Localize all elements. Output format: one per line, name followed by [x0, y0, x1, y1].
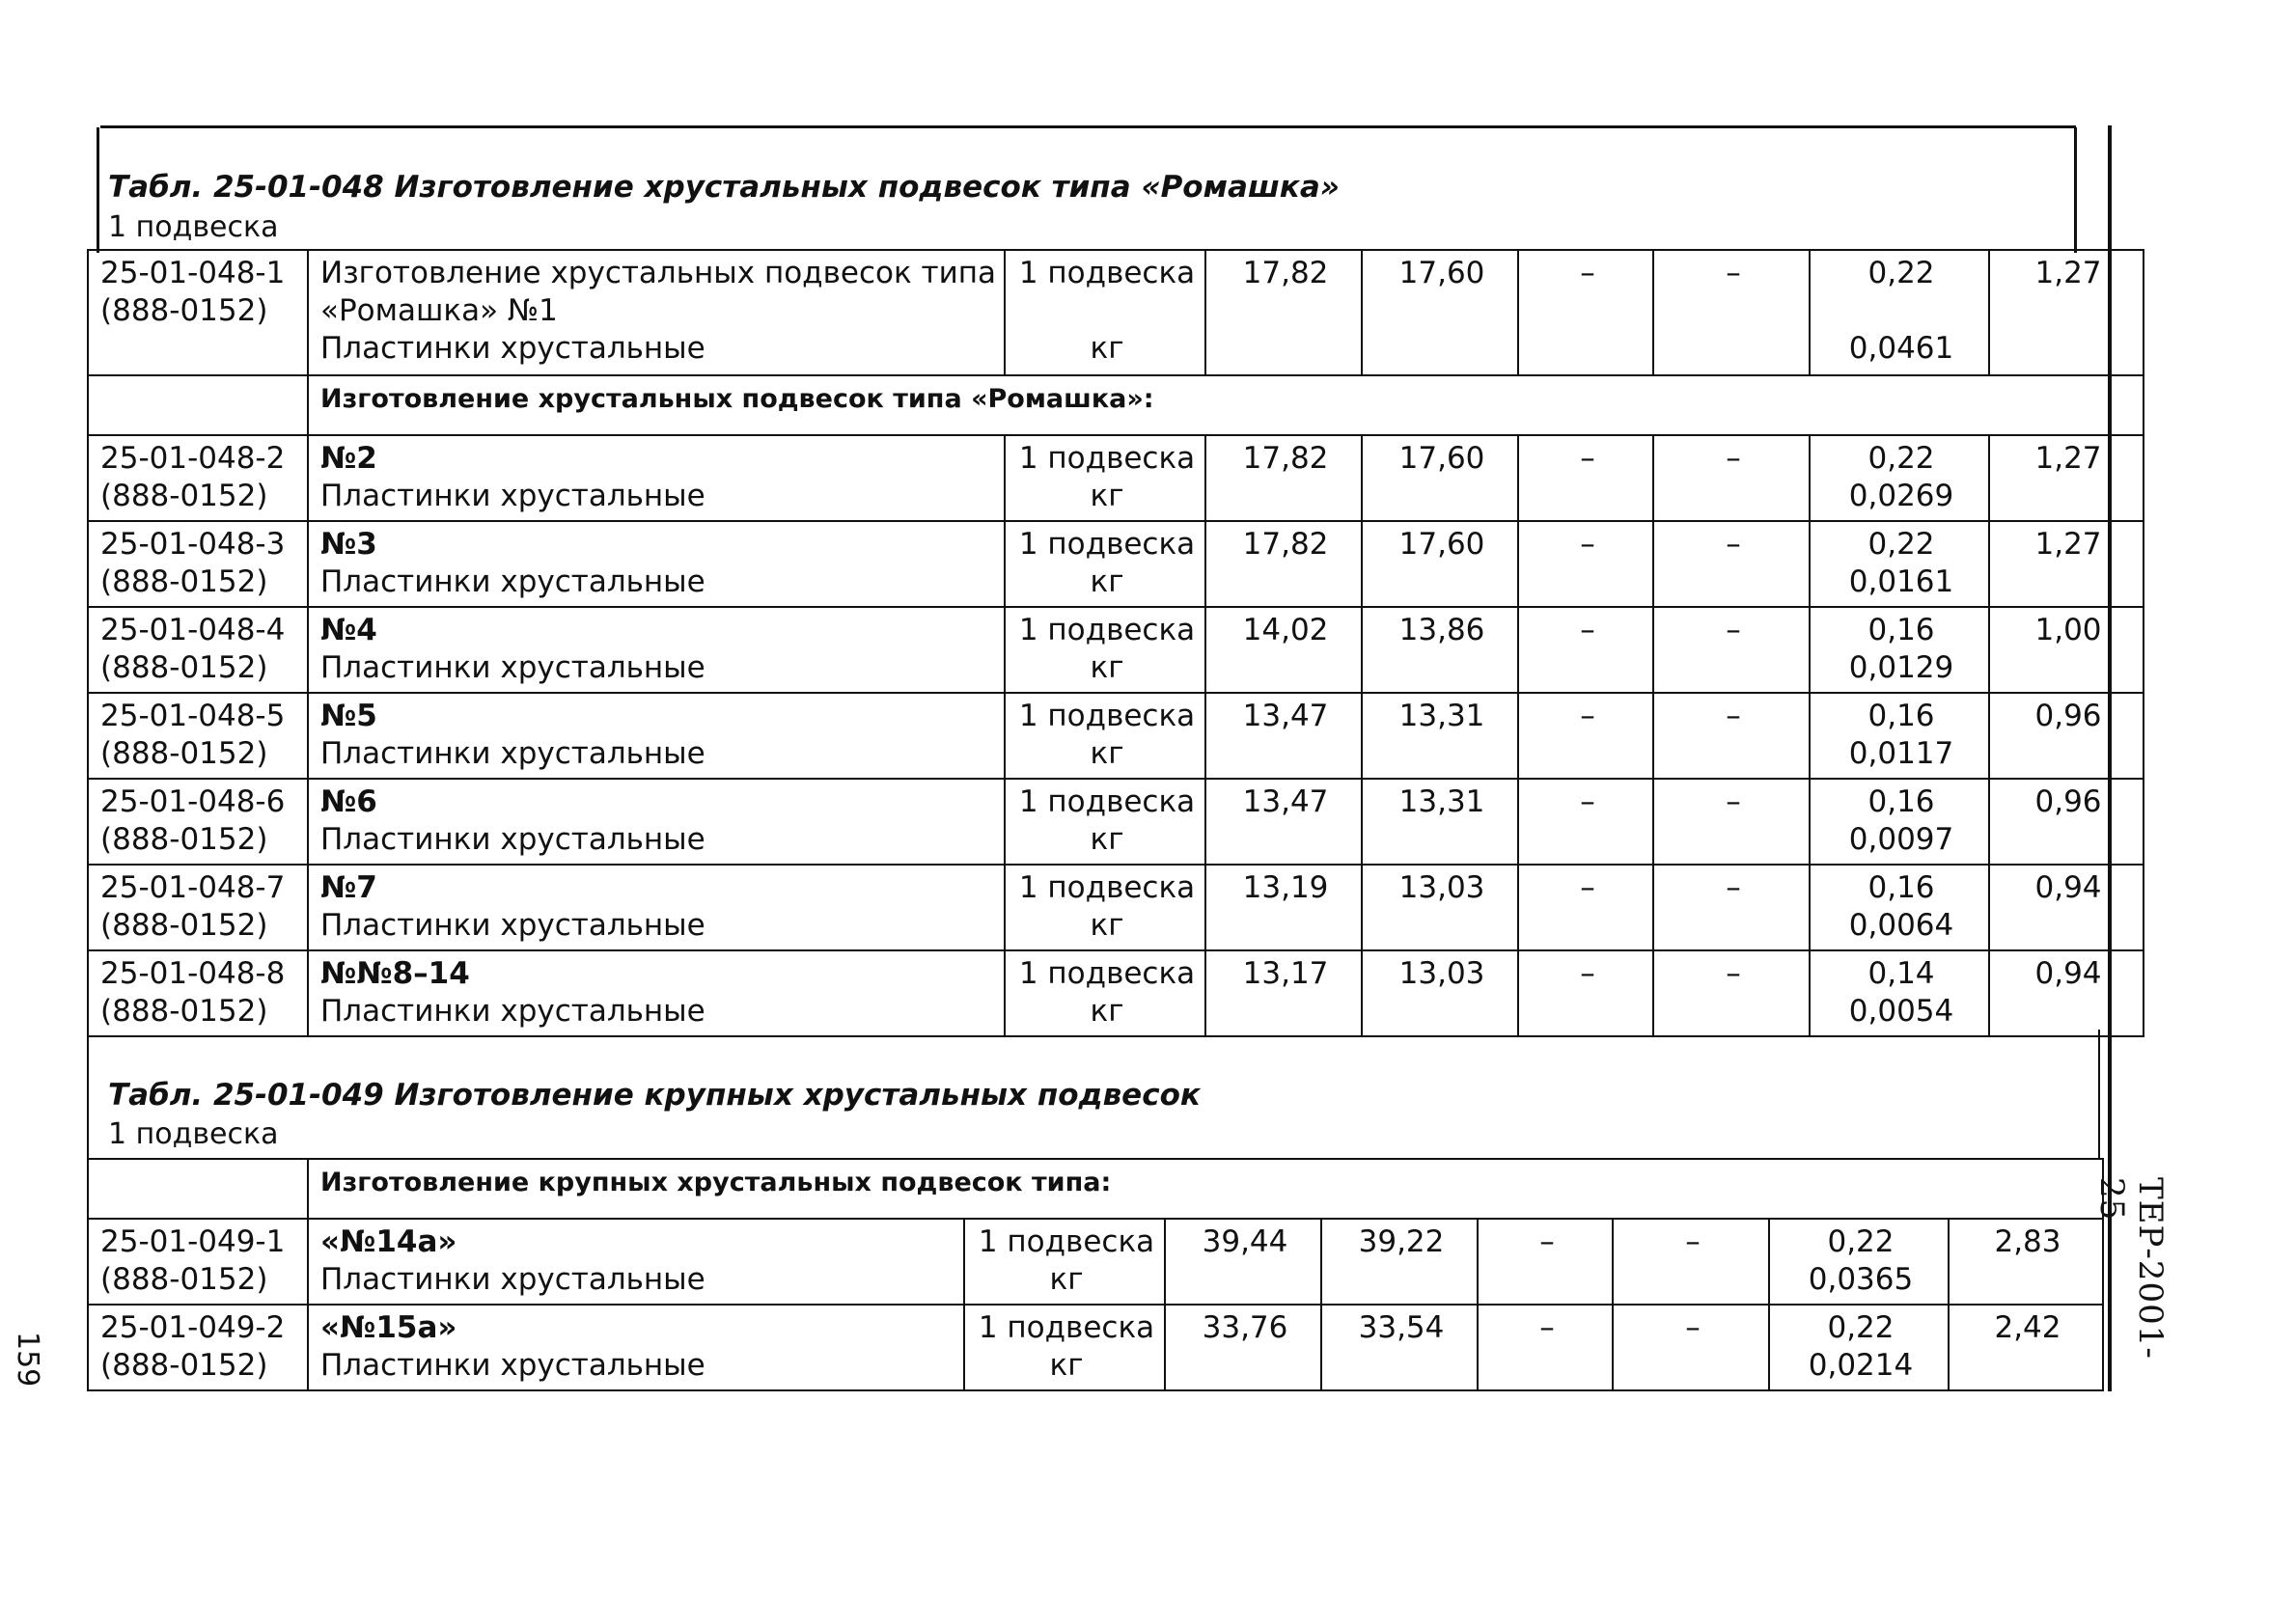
value-cell	[1613, 1219, 1769, 1305]
value-cell-line: 13,86	[1398, 613, 1485, 647]
machine-cell-line: 2,83	[1994, 1224, 2061, 1259]
value-cell	[1518, 779, 1653, 865]
table-row	[88, 521, 2144, 607]
value-cell-line: –	[1726, 256, 1741, 290]
unit-cell-line: кг	[1090, 331, 1124, 366]
material-cell-line: 0,0161	[1848, 564, 1954, 599]
value-cell	[1653, 607, 1810, 693]
value-cell-line: –	[1685, 1224, 1701, 1259]
table-row	[88, 779, 2144, 865]
code-cell-line: 25-01-048-1	[100, 256, 286, 290]
unit-cell	[964, 1219, 1165, 1305]
name-cell-line: Пластинки хрустальные	[320, 479, 705, 513]
unit-cell-line: кг	[1090, 822, 1124, 857]
name-cell	[308, 1219, 964, 1305]
unit-cell	[1005, 250, 1205, 375]
name-cell	[308, 779, 1005, 865]
table-row	[88, 950, 2144, 1036]
value-cell-line: 13,47	[1242, 699, 1329, 733]
unit-cell-line: кг	[1090, 564, 1124, 599]
table1-section-row	[88, 375, 2144, 435]
name-cell	[308, 607, 1005, 693]
value-cell	[1518, 865, 1653, 950]
value-cell	[1653, 693, 1810, 779]
value-cell	[1653, 435, 1810, 521]
material-cell-line	[1822, 292, 1980, 330]
unit-cell-line: кг	[1090, 908, 1124, 943]
table2-section-row	[88, 1159, 2103, 1219]
table-gap-frame	[87, 1030, 2100, 1158]
unit-cell	[1005, 950, 1205, 1036]
value-cell	[1362, 607, 1518, 693]
unit-cell-line: 1 подвеска	[1018, 441, 1196, 476]
name-cell-line: Изготовление хрустальных подвесок типа	[320, 256, 997, 290]
machine-cell-line: 0,94	[2034, 956, 2102, 991]
material-cell	[1810, 950, 1989, 1036]
table-row	[88, 607, 2144, 693]
value-cell	[1653, 250, 1810, 375]
name-cell-line: Пластинки хрустальные	[320, 736, 705, 771]
value-cell-line: 39,22	[1358, 1224, 1445, 1259]
unit-cell-line: 1 подвеска	[978, 1224, 1155, 1259]
material-cell-line: 0,16	[1867, 699, 1935, 733]
value-cell	[1205, 607, 1362, 693]
value-cell	[1478, 1305, 1613, 1390]
value-cell	[1362, 435, 1518, 521]
value-cell-line: –	[1726, 527, 1741, 562]
machine-cell-line: 1,00	[2034, 613, 2102, 647]
code-cell-line: 25-01-048-2	[100, 441, 286, 476]
empty-cell	[88, 1159, 308, 1219]
machine-cell-line: 1,27	[2034, 256, 2102, 290]
value-cell	[1321, 1305, 1478, 1390]
unit-cell-line: 1 подвеска	[1018, 256, 1196, 290]
unit-cell-line: кг	[1049, 1262, 1084, 1297]
unit-cell	[1005, 779, 1205, 865]
value-cell-line: 17,60	[1398, 441, 1485, 476]
value-cell	[1653, 950, 1810, 1036]
value-cell-line: –	[1580, 699, 1595, 733]
unit-cell	[1005, 521, 1205, 607]
machine-cell	[1989, 950, 2144, 1036]
value-cell-line: –	[1580, 441, 1595, 476]
value-cell-line: –	[1726, 441, 1741, 476]
frame-left-rule	[97, 127, 99, 253]
unit-cell-line: кг	[1090, 650, 1124, 685]
code-cell	[88, 607, 308, 693]
value-cell	[1165, 1219, 1321, 1305]
name-cell-line: Пластинки хрустальные	[320, 994, 705, 1029]
name-cell-line: «Ромашка» №1	[320, 293, 558, 328]
material-cell-line: 0,22	[1827, 1310, 1895, 1345]
name-cell-line: №6	[320, 784, 377, 819]
name-cell	[308, 693, 1005, 779]
name-cell-line: №4	[320, 613, 377, 647]
code-cell	[88, 1305, 308, 1390]
material-cell-line: 0,0365	[1808, 1262, 1914, 1297]
unit-cell	[1005, 435, 1205, 521]
machine-cell	[1989, 250, 2144, 375]
material-cell-line: 0,0129	[1848, 650, 1954, 685]
value-cell	[1362, 521, 1518, 607]
name-cell	[308, 950, 1005, 1036]
name-cell-line: Пластинки хрустальные	[320, 1348, 705, 1383]
value-cell	[1362, 865, 1518, 950]
name-cell-line: Пластинки хрустальные	[320, 1262, 705, 1297]
machine-cell	[1989, 435, 2144, 521]
value-cell-line: 39,44	[1202, 1224, 1288, 1259]
value-cell-line: 13,03	[1398, 956, 1485, 991]
machine-cell-line: 0,96	[2034, 784, 2102, 819]
machine-cell	[1989, 693, 2144, 779]
value-cell	[1205, 435, 1362, 521]
material-cell-line: 0,16	[1867, 870, 1935, 905]
name-cell	[308, 521, 1005, 607]
code-cell-line: 25-01-048-4	[100, 613, 286, 647]
code-cell-line: (888-0152)	[100, 822, 268, 857]
name-cell-line: Пластинки хрустальные	[320, 564, 705, 599]
section-header: Изготовление крупных хрустальных подвесок типа:	[308, 1159, 2103, 1219]
unit-cell-line: кг	[1090, 479, 1124, 513]
value-cell-line: 17,60	[1398, 256, 1485, 290]
value-cell-line: 17,82	[1242, 256, 1329, 290]
value-cell	[1518, 435, 1653, 521]
material-cell-line: 0,0054	[1848, 994, 1954, 1029]
value-cell	[1518, 607, 1653, 693]
value-cell-line: –	[1580, 527, 1595, 562]
table1-title: Табл. 25-01-048 Изготовление хрустальных подвесок типа «Ромашка»	[108, 170, 1340, 205]
material-cell	[1769, 1219, 1949, 1305]
value-cell-line: –	[1539, 1224, 1555, 1259]
code-cell	[88, 865, 308, 950]
code-cell-line: (888-0152)	[100, 736, 268, 771]
code-cell	[88, 521, 308, 607]
table1	[87, 249, 2144, 1037]
unit-cell-line: 1 подвеска	[1018, 784, 1196, 819]
unit-cell-line: кг	[1090, 736, 1124, 771]
code-cell-line: (888-0152)	[100, 1262, 268, 1297]
material-cell-line: 0,22	[1867, 441, 1935, 476]
value-cell	[1518, 693, 1653, 779]
name-cell-line: №5	[320, 699, 377, 733]
name-cell-line: №3	[320, 527, 377, 562]
machine-cell	[1989, 865, 2144, 950]
value-cell-line: –	[1580, 956, 1595, 991]
table-row	[88, 250, 2144, 375]
table2-unit: 1 подвеска	[108, 1117, 279, 1151]
value-cell	[1205, 865, 1362, 950]
value-cell	[1205, 693, 1362, 779]
value-cell	[1205, 950, 1362, 1036]
value-cell	[1613, 1305, 1769, 1390]
code-cell	[88, 779, 308, 865]
value-cell-line: –	[1580, 784, 1595, 819]
name-cell-line: «№14а»	[320, 1224, 457, 1259]
code-cell-line: (888-0152)	[100, 650, 268, 685]
value-cell-line: 33,54	[1358, 1310, 1445, 1345]
material-cell	[1810, 693, 1989, 779]
value-cell	[1362, 250, 1518, 375]
value-cell-line: 13,03	[1398, 870, 1485, 905]
machine-cell-line: 1,27	[2034, 527, 2102, 562]
machine-cell	[1989, 521, 2144, 607]
unit-cell	[1005, 865, 1205, 950]
unit-cell-line: 1 подвеска	[1018, 527, 1196, 562]
value-cell	[1205, 250, 1362, 375]
unit-cell-line: 1 подвеска	[978, 1310, 1155, 1345]
code-cell	[88, 435, 308, 521]
material-cell-line: 0,14	[1867, 956, 1935, 991]
unit-cell-line: 1 подвеска	[1018, 870, 1196, 905]
value-cell	[1518, 950, 1653, 1036]
code-cell	[88, 950, 308, 1036]
name-cell-line: «№15а»	[320, 1310, 457, 1345]
unit-cell-line: 1 подвеска	[1018, 956, 1196, 991]
value-cell	[1205, 521, 1362, 607]
name-cell	[308, 865, 1005, 950]
machine-cell	[1949, 1219, 2103, 1305]
name-cell	[308, 1305, 964, 1390]
name-cell	[308, 435, 1005, 521]
unit-cell	[1005, 693, 1205, 779]
material-cell	[1810, 865, 1989, 950]
name-cell-line: Пластинки хрустальные	[320, 908, 705, 943]
code-cell-line: (888-0152)	[100, 1348, 268, 1383]
table2-title: Табл. 25-01-049 Изготовление крупных хрустальных подвесок	[108, 1078, 1201, 1113]
value-cell-line: 13,19	[1242, 870, 1329, 905]
name-cell	[308, 250, 1005, 375]
value-cell-line: 14,02	[1242, 613, 1329, 647]
value-cell-line: 13,31	[1398, 784, 1485, 819]
value-cell	[1653, 521, 1810, 607]
material-cell	[1810, 779, 1989, 865]
name-cell-line: Пластинки хрустальные	[320, 822, 705, 857]
value-cell-line: –	[1726, 784, 1741, 819]
code-cell-line: 25-01-048-5	[100, 699, 286, 733]
code-cell	[88, 250, 308, 375]
code-cell-line: (888-0152)	[100, 293, 268, 328]
value-cell-line: 17,60	[1398, 527, 1485, 562]
material-cell-line: 0,16	[1867, 784, 1935, 819]
value-cell	[1362, 950, 1518, 1036]
machine-cell-line: 0,94	[2034, 870, 2102, 905]
value-cell	[1653, 865, 1810, 950]
value-cell	[1518, 250, 1653, 375]
value-cell	[1165, 1305, 1321, 1390]
material-cell	[1810, 521, 1989, 607]
material-cell-line: 0,0097	[1848, 822, 1954, 857]
value-cell-line: –	[1580, 256, 1595, 290]
code-cell-line: 25-01-048-8	[100, 956, 286, 991]
empty-cell	[88, 375, 308, 435]
code-cell-line: 25-01-049-2	[100, 1310, 286, 1345]
value-cell-line: –	[1726, 870, 1741, 905]
value-cell-line: –	[1580, 870, 1595, 905]
material-cell-line: 0,22	[1827, 1224, 1895, 1259]
page-number: 159	[11, 1332, 44, 1388]
value-cell-line: 17,82	[1242, 441, 1329, 476]
code-cell-line: (888-0152)	[100, 994, 268, 1029]
table2	[87, 1158, 2104, 1391]
machine-cell	[1989, 779, 2144, 865]
material-cell	[1810, 435, 1989, 521]
code-cell-line: (888-0152)	[100, 479, 268, 513]
material-cell	[1810, 250, 1989, 375]
code-cell	[88, 1219, 308, 1305]
value-cell	[1653, 779, 1810, 865]
unit-cell-line: кг	[1090, 994, 1124, 1029]
value-cell-line: 13,31	[1398, 699, 1485, 733]
material-cell-line: 0,22	[1867, 256, 1935, 290]
section-header: Изготовление хрустальных подвесок типа «Ромашка»:	[308, 375, 2144, 435]
material-cell-line: 0,22	[1867, 527, 1935, 562]
code-cell-line: 25-01-048-6	[100, 784, 286, 819]
code-cell-line: 25-01-049-1	[100, 1224, 286, 1259]
value-cell-line: –	[1726, 613, 1741, 647]
value-cell	[1362, 779, 1518, 865]
name-cell-line: №№8–14	[320, 956, 470, 991]
name-cell-line: №2	[320, 441, 377, 476]
side-title: ТЕР-2001-25	[2092, 1177, 2170, 1360]
material-cell-line: 0,16	[1867, 613, 1935, 647]
value-cell-line: 33,76	[1202, 1310, 1288, 1345]
material-cell-line: 0,0064	[1848, 908, 1954, 943]
material-cell-line: 0,0214	[1808, 1348, 1914, 1383]
value-cell-line: 13,17	[1242, 956, 1329, 991]
machine-cell-line: 2,42	[1994, 1310, 2061, 1345]
table-row	[88, 1305, 2103, 1390]
material-cell-line: 0,0461	[1848, 331, 1954, 366]
table-row	[88, 865, 2144, 950]
unit-cell-line: 1 подвеска	[1018, 699, 1196, 733]
unit-cell-line	[1017, 292, 1197, 330]
code-cell-line: (888-0152)	[100, 908, 268, 943]
material-cell-line: 0,0269	[1848, 479, 1954, 513]
name-cell-line: №7	[320, 870, 377, 905]
material-cell-line: 0,0117	[1848, 736, 1954, 771]
frame-top-rule	[100, 125, 2076, 128]
unit-cell	[1005, 607, 1205, 693]
value-cell	[1478, 1219, 1613, 1305]
unit-cell-line: 1 подвеска	[1018, 613, 1196, 647]
unit-cell-line: кг	[1049, 1348, 1084, 1383]
code-cell-line: (888-0152)	[100, 564, 268, 599]
machine-cell	[1989, 607, 2144, 693]
name-cell-line: Пластинки хрустальные	[320, 650, 705, 685]
frame-right-rule	[2074, 127, 2077, 253]
value-cell	[1518, 521, 1653, 607]
value-cell-line: 13,47	[1242, 784, 1329, 819]
value-cell-line: –	[1726, 699, 1741, 733]
material-cell	[1769, 1305, 1949, 1390]
table-row	[88, 693, 2144, 779]
material-cell	[1810, 607, 1989, 693]
table-row	[88, 1219, 2103, 1305]
table1-unit: 1 подвеска	[108, 210, 279, 244]
name-cell-line: Пластинки хрустальные	[320, 331, 705, 366]
machine-cell-line: 0,96	[2034, 699, 2102, 733]
code-cell	[88, 693, 308, 779]
unit-cell	[964, 1305, 1165, 1390]
value-cell	[1205, 779, 1362, 865]
value-cell	[1321, 1219, 1478, 1305]
code-cell-line: 25-01-048-3	[100, 527, 286, 562]
value-cell-line: –	[1580, 613, 1595, 647]
value-cell-line: –	[1539, 1310, 1555, 1345]
value-cell	[1362, 693, 1518, 779]
code-cell-line: 25-01-048-7	[100, 870, 286, 905]
table-row	[88, 435, 2144, 521]
machine-cell	[1949, 1305, 2103, 1390]
value-cell-line: –	[1685, 1310, 1701, 1345]
value-cell-line: 17,82	[1242, 527, 1329, 562]
value-cell-line: –	[1726, 956, 1741, 991]
machine-cell-line: 1,27	[2034, 441, 2102, 476]
